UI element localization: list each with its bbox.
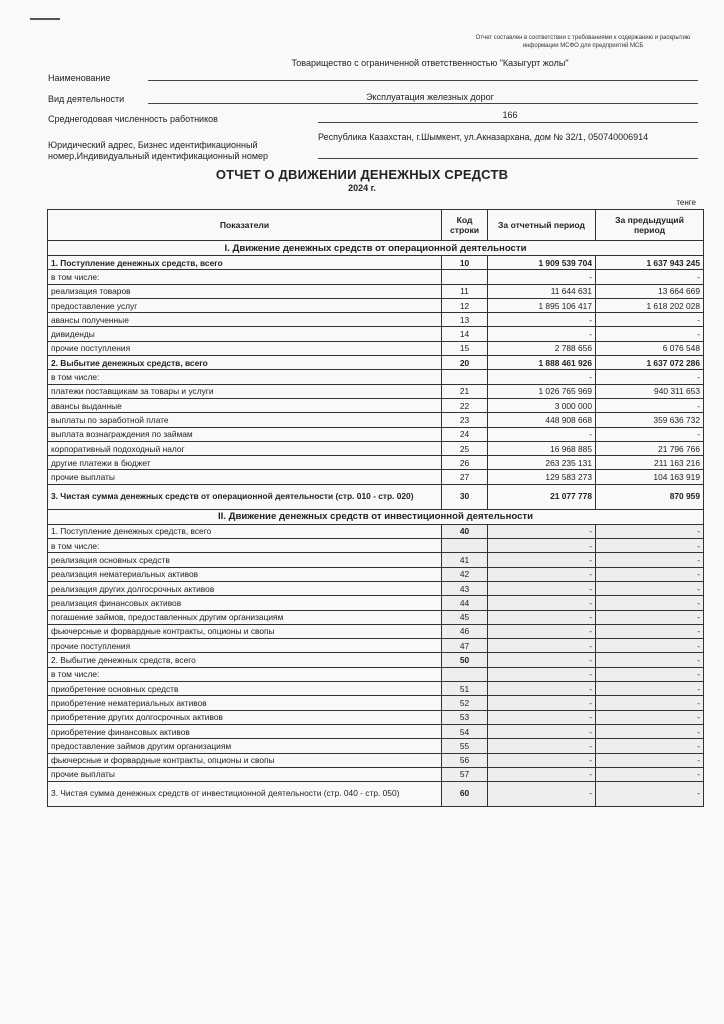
row-previous-value: -: [596, 524, 704, 538]
table-row: [48, 782, 704, 807]
row-current-value: 263 235 131: [488, 456, 596, 470]
row-previous-value: 940 311 653: [596, 384, 704, 398]
employees-underline: [318, 122, 698, 123]
table-row: [48, 270, 704, 284]
row-previous-value: 6 076 548: [596, 341, 704, 355]
row-current-value: -: [488, 653, 596, 667]
row-code: 53: [442, 710, 488, 724]
row-label: приобретение других долгосрочных активов: [48, 710, 442, 724]
company-name: Товарищество с ограниченной ответственностью "Казыгурт жолы": [291, 58, 569, 68]
row-label: приобретение основных средств: [48, 682, 442, 696]
row-previous-value: -: [596, 724, 704, 738]
row-label: 3. Чистая сумма денежных средств от операционной деятельности (стр. 010 - стр. 020): [48, 484, 442, 509]
employees-value: 166: [502, 110, 518, 120]
row-label: реализация нематериальных активов: [48, 567, 442, 581]
row-code: 30: [442, 484, 488, 509]
row-current-value: -: [488, 682, 596, 696]
row-previous-value: -: [596, 581, 704, 595]
row-current-value: -: [488, 710, 596, 724]
table-row: [48, 610, 704, 624]
row-code: 40: [442, 524, 488, 538]
row-current-value: -: [488, 739, 596, 753]
row-previous-value: -: [596, 553, 704, 567]
row-label: прочие выплаты: [48, 767, 442, 781]
row-current-value: -: [488, 724, 596, 738]
row-label: в том числе:: [48, 539, 442, 553]
row-code: 20: [442, 356, 488, 370]
row-code: [442, 270, 488, 284]
row-current-value: 2 788 656: [488, 341, 596, 355]
row-code: 26: [442, 456, 488, 470]
table-row: [48, 539, 704, 553]
table-row: [48, 739, 704, 753]
row-code: 10: [442, 256, 488, 270]
row-current-value: -: [488, 270, 596, 284]
row-label: платежи поставщикам за товары и услуги: [48, 384, 442, 398]
table-row: [48, 753, 704, 767]
table-row: [48, 710, 704, 724]
row-previous-value: 870 959: [596, 484, 704, 509]
table-row: [48, 370, 704, 384]
row-label: приобретение нематериальных активов: [48, 696, 442, 710]
row-previous-value: -: [596, 767, 704, 781]
row-current-value: -: [488, 524, 596, 538]
row-code: 56: [442, 753, 488, 767]
row-label: дивиденды: [48, 327, 442, 341]
row-code: 22: [442, 398, 488, 412]
row-code: 45: [442, 610, 488, 624]
table-row: [48, 298, 704, 312]
row-previous-value: 104 163 919: [596, 470, 704, 484]
row-current-value: -: [488, 553, 596, 567]
row-code: 54: [442, 724, 488, 738]
table-row: [48, 484, 704, 509]
row-current-value: -: [488, 782, 596, 807]
table-row: [48, 696, 704, 710]
row-current-value: -: [488, 667, 596, 681]
row-label: 2. Выбытие денежных средств, всего: [48, 653, 442, 667]
row-previous-value: -: [596, 313, 704, 327]
row-current-value: 1 909 539 704: [488, 256, 596, 270]
table-row: [48, 724, 704, 738]
row-label: авансы выданные: [48, 398, 442, 412]
row-label: фьючерсные и форвардные контракты, опционы и свопы: [48, 624, 442, 638]
compliance-note: Отчет составлен в соответствии с требованиями к содержанию и раскрытию информации МСФО для предприятий МСБ: [475, 35, 691, 49]
name-underline: [148, 80, 698, 81]
row-previous-value: -: [596, 753, 704, 767]
row-label: реализация товаров: [48, 284, 442, 298]
row-label: прочие выплаты: [48, 470, 442, 484]
row-current-value: 129 583 273: [488, 470, 596, 484]
row-label: предоставление займов другим организациям: [48, 739, 442, 753]
row-current-value: 11 644 631: [488, 284, 596, 298]
row-previous-value: 21 796 766: [596, 441, 704, 455]
row-label: в том числе:: [48, 270, 442, 284]
row-current-value: -: [488, 581, 596, 595]
row-code: 25: [442, 441, 488, 455]
row-code: 57: [442, 767, 488, 781]
row-code: [442, 539, 488, 553]
table-row: [48, 767, 704, 781]
row-label: реализация других долгосрочных активов: [48, 581, 442, 595]
row-label: 1. Поступление денежных средств, всего: [48, 524, 442, 538]
row-code: 46: [442, 624, 488, 638]
row-previous-value: -: [596, 639, 704, 653]
row-label: предоставление услуг: [48, 298, 442, 312]
row-code: [442, 667, 488, 681]
row-code: 55: [442, 739, 488, 753]
col-previous: За предыдущий период: [596, 210, 704, 241]
currency-unit: тенге: [676, 198, 696, 207]
row-current-value: -: [488, 567, 596, 581]
row-previous-value: -: [596, 624, 704, 638]
table-row: [48, 456, 704, 470]
table-body: [48, 241, 704, 807]
row-current-value: 1 026 765 969: [488, 384, 596, 398]
row-current-value: 1 895 106 417: [488, 298, 596, 312]
row-previous-value: -: [596, 567, 704, 581]
row-previous-value: 1 637 943 245: [596, 256, 704, 270]
address-underline: [318, 158, 698, 159]
row-code: 43: [442, 581, 488, 595]
row-previous-value: 1 637 072 286: [596, 356, 704, 370]
corner-mark: [30, 18, 60, 20]
row-current-value: -: [488, 370, 596, 384]
row-code: 47: [442, 639, 488, 653]
row-current-value: -: [488, 427, 596, 441]
row-previous-value: -: [596, 427, 704, 441]
row-previous-value: -: [596, 270, 704, 284]
cash-flow-table: [47, 209, 704, 807]
row-current-value: 3 000 000: [488, 398, 596, 412]
table-row: [48, 624, 704, 638]
row-current-value: -: [488, 639, 596, 653]
row-code: 24: [442, 427, 488, 441]
row-code: 14: [442, 327, 488, 341]
table-row: [48, 667, 704, 681]
row-code: 15: [442, 341, 488, 355]
table-row: [48, 441, 704, 455]
row-previous-value: 359 636 732: [596, 413, 704, 427]
row-label: прочие поступления: [48, 341, 442, 355]
address-label-2: номер,Индивидуальный идентификационный номер: [48, 151, 269, 161]
table-header-row: [48, 210, 704, 241]
table-row: [48, 639, 704, 653]
row-current-value: -: [488, 753, 596, 767]
table-row: [48, 413, 704, 427]
row-current-value: -: [488, 313, 596, 327]
row-previous-value: 13 664 669: [596, 284, 704, 298]
table-row: [48, 384, 704, 398]
row-code: 52: [442, 696, 488, 710]
col-indicators: Показатели: [48, 210, 442, 241]
activity-underline: [148, 103, 698, 104]
row-current-value: 16 968 885: [488, 441, 596, 455]
row-previous-value: 1 618 202 028: [596, 298, 704, 312]
table-row: [48, 356, 704, 370]
row-code: 13: [442, 313, 488, 327]
row-code: 12: [442, 298, 488, 312]
row-label: в том числе:: [48, 370, 442, 384]
table-row: [48, 682, 704, 696]
table-row: [48, 553, 704, 567]
row-label: корпоративный подоходный налог: [48, 441, 442, 455]
table-row: [48, 341, 704, 355]
table-row: [48, 581, 704, 595]
col-code: Код строки: [442, 210, 488, 241]
address-label-1: Юридический адрес, Бизнес идентификационный: [48, 140, 258, 150]
row-code: 42: [442, 567, 488, 581]
row-label: реализация финансовых активов: [48, 596, 442, 610]
row-previous-value: -: [596, 653, 704, 667]
row-code: 11: [442, 284, 488, 298]
row-current-value: -: [488, 539, 596, 553]
address-value: Республика Казахстан, г.Шымкент, ул.Акназархана, дом № 32/1, 050740006914: [318, 132, 649, 142]
col-current: За отчетный период: [488, 210, 596, 241]
table-row: [48, 470, 704, 484]
activity-value: Эксплуатация железных дорог: [366, 92, 494, 102]
table-row: [48, 653, 704, 667]
row-label: погашение займов, предоставленных другим организациям: [48, 610, 442, 624]
row-code: [442, 370, 488, 384]
row-label: авансы полученные: [48, 313, 442, 327]
row-current-value: -: [488, 767, 596, 781]
row-current-value: -: [488, 696, 596, 710]
row-current-value: -: [488, 610, 596, 624]
row-label: прочие поступления: [48, 639, 442, 653]
row-previous-value: -: [596, 370, 704, 384]
row-label: 3. Чистая сумма денежных средств от инвестиционной деятельности (стр. 040 - стр. 050): [48, 782, 442, 807]
row-code: 21: [442, 384, 488, 398]
table-row: [48, 398, 704, 412]
row-label: выплаты по заработной плате: [48, 413, 442, 427]
row-code: 51: [442, 682, 488, 696]
row-current-value: 21 077 778: [488, 484, 596, 509]
table-row: [48, 256, 704, 270]
row-previous-value: -: [596, 782, 704, 807]
row-label: выплата вознаграждения по займам: [48, 427, 442, 441]
name-label: Наименование: [48, 73, 111, 83]
row-label: 1. Поступление денежных средств, всего: [48, 256, 442, 270]
row-previous-value: -: [596, 539, 704, 553]
row-previous-value: -: [596, 739, 704, 753]
row-label: 2. Выбытие денежных средств, всего: [48, 356, 442, 370]
row-code: 50: [442, 653, 488, 667]
section-header-row: [48, 509, 704, 524]
row-previous-value: 211 163 216: [596, 456, 704, 470]
row-label: в том числе:: [48, 667, 442, 681]
row-previous-value: -: [596, 596, 704, 610]
row-current-value: 1 888 461 926: [488, 356, 596, 370]
row-current-value: 448 908 668: [488, 413, 596, 427]
section-title: I. Движение денежных средств от операционной деятельности: [48, 241, 704, 256]
table-row: [48, 524, 704, 538]
row-label: приобретение финансовых активов: [48, 724, 442, 738]
row-current-value: -: [488, 624, 596, 638]
row-previous-value: -: [596, 398, 704, 412]
row-previous-value: -: [596, 667, 704, 681]
section-header-row: [48, 241, 704, 256]
activity-label: Вид деятельности: [48, 94, 125, 104]
row-label: другие платежи в бюджет: [48, 456, 442, 470]
row-code: 41: [442, 553, 488, 567]
table-row: [48, 313, 704, 327]
table-row: [48, 567, 704, 581]
row-label: реализация основных средств: [48, 553, 442, 567]
row-code: 44: [442, 596, 488, 610]
table-row: [48, 427, 704, 441]
row-previous-value: -: [596, 682, 704, 696]
row-code: 23: [442, 413, 488, 427]
row-code: 27: [442, 470, 488, 484]
report-title: ОТЧЕТ О ДВИЖЕНИИ ДЕНЕЖНЫХ СРЕДСТВ: [215, 167, 509, 182]
row-previous-value: -: [596, 710, 704, 724]
row-label: фьючерсные и форвардные контракты, опционы и свопы: [48, 753, 442, 767]
table-row: [48, 284, 704, 298]
table-row: [48, 327, 704, 341]
row-current-value: -: [488, 327, 596, 341]
row-previous-value: -: [596, 696, 704, 710]
row-code: 60: [442, 782, 488, 807]
section-title: II. Движение денежных средств от инвестиционной деятельности: [48, 509, 704, 524]
employees-label: Среднегодовая численность работников: [48, 114, 218, 124]
table-row: [48, 596, 704, 610]
row-previous-value: -: [596, 610, 704, 624]
row-previous-value: -: [596, 327, 704, 341]
row-current-value: -: [488, 596, 596, 610]
report-year: 2024 г.: [348, 183, 376, 193]
